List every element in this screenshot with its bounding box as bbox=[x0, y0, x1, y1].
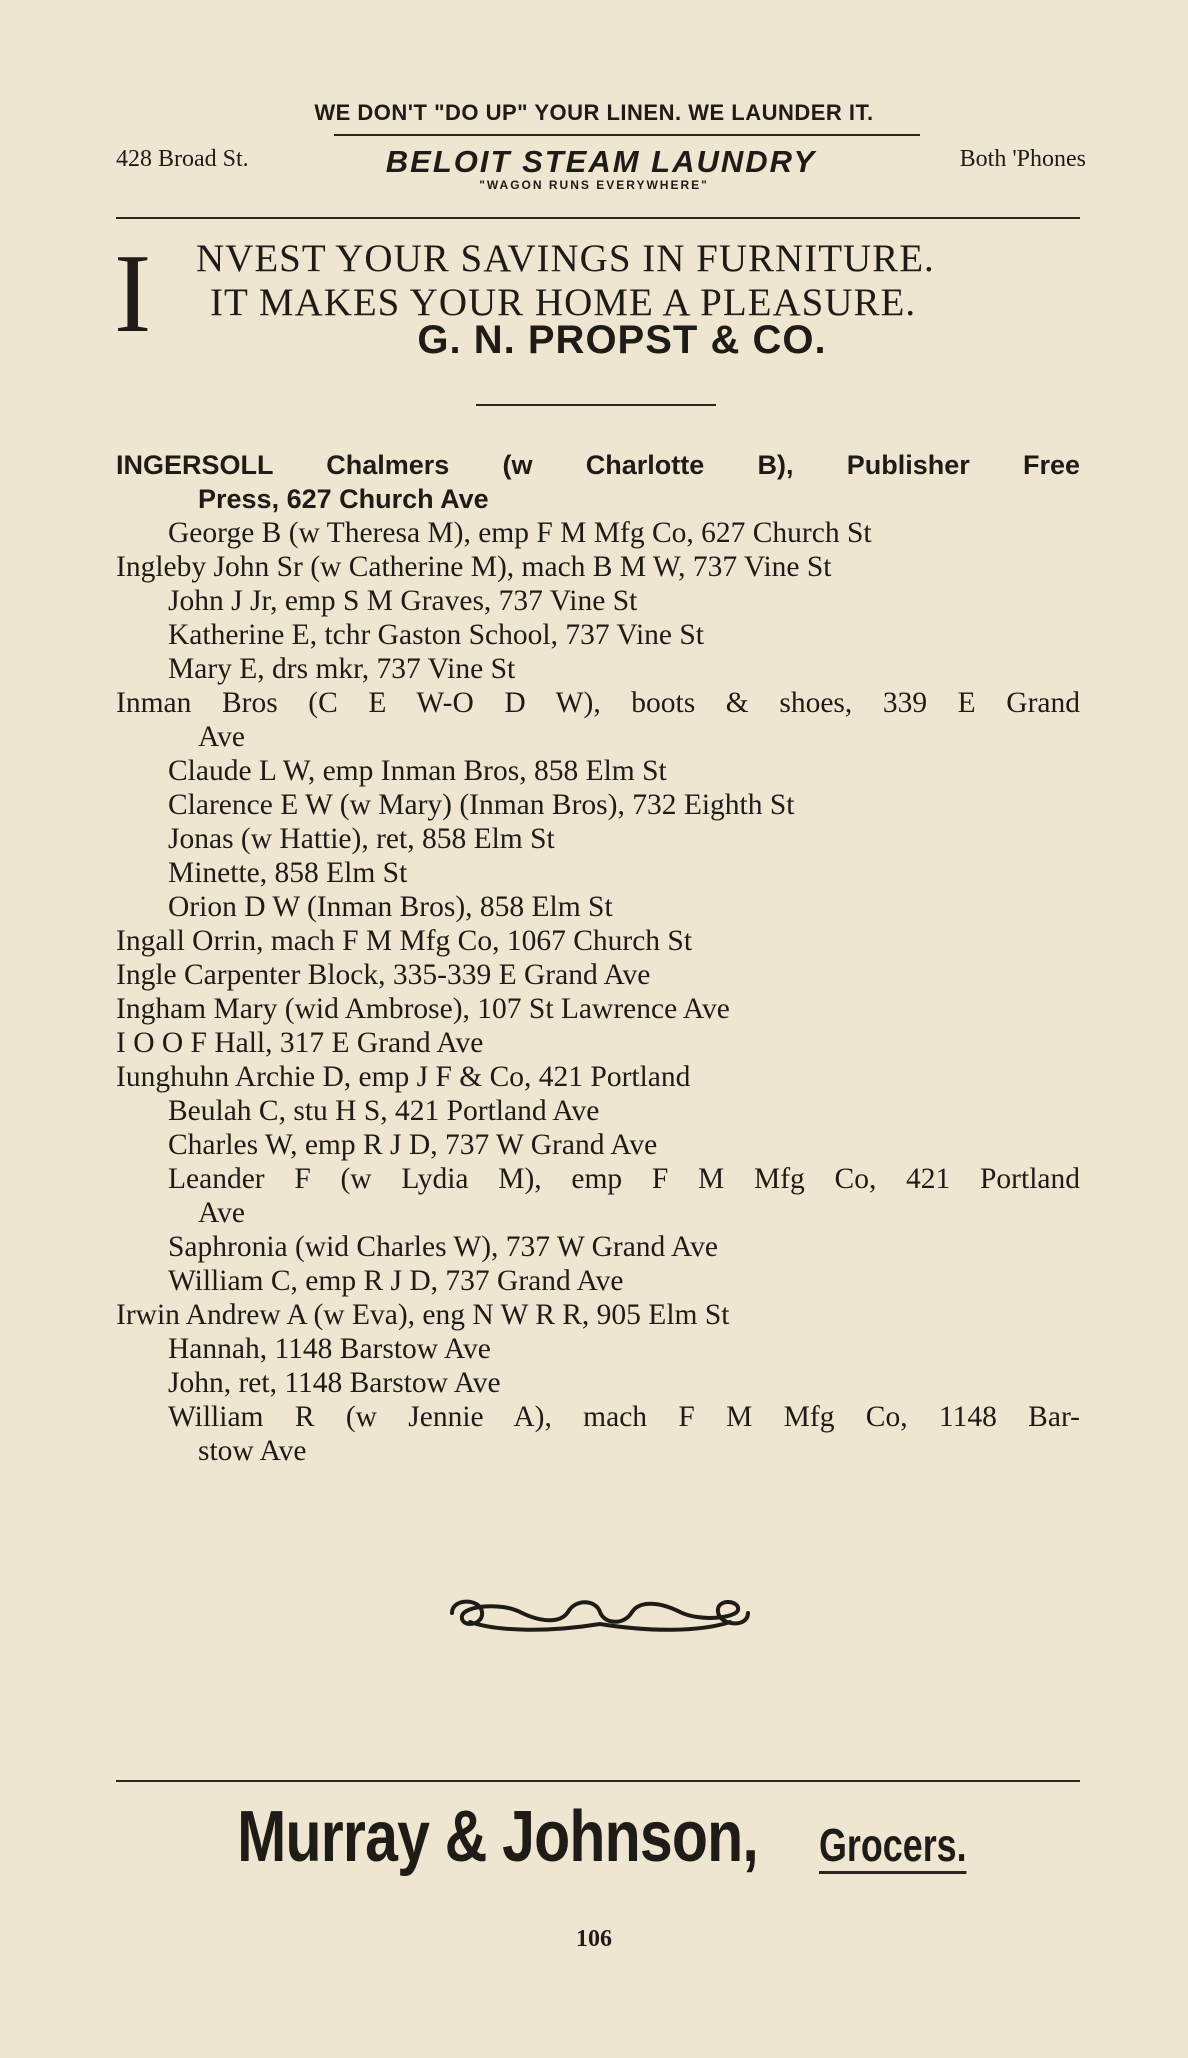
directory-entry: stow Ave bbox=[198, 1435, 307, 1467]
directory-entry: William C, emp R J D, 737 Grand Ave bbox=[168, 1265, 624, 1297]
directory-entry: Orion D W (Inman Bros), 858 Elm St bbox=[168, 891, 613, 923]
directory-entry: Ingle Carpenter Block, 335-339 E Grand Ave bbox=[116, 959, 651, 991]
laundry-name: BELOIT STEAM LAUNDRY bbox=[385, 144, 817, 179]
ornament-icon bbox=[440, 1588, 760, 1638]
directory-entry: Katherine E, tchr Gaston School, 737 Vine St bbox=[168, 619, 704, 651]
laundry-divider bbox=[334, 134, 920, 136]
page-number: 106 bbox=[576, 1926, 612, 1952]
directory-entry: Iunghuhn Archie D, emp J F & Co, 421 Portland bbox=[116, 1061, 691, 1093]
directory-entry: John, ret, 1148 Barstow Ave bbox=[168, 1367, 501, 1399]
directory-entry: Hannah, 1148 Barstow Ave bbox=[168, 1333, 491, 1365]
directory-entry: William R (w Jennie A), mach F M Mfg Co, 1148 Bar- bbox=[168, 1401, 1080, 1433]
directory-entry: Ingall Orrin, mach F M Mfg Co, 1067 Church St bbox=[116, 925, 693, 957]
furniture-drop-cap: I bbox=[114, 232, 152, 356]
directory-listing bbox=[116, 448, 1080, 1468]
directory-entry: Minette, 858 Elm St bbox=[168, 857, 408, 889]
laundry-tagline: "WAGON RUNS EVERYWHERE" bbox=[479, 178, 709, 192]
directory-entry: Ingleby John Sr (w Catherine M), mach B M W, 737 Vine St bbox=[116, 551, 832, 583]
furniture-line-2: IT MAKES YOUR HOME A PLEASURE. bbox=[210, 281, 917, 324]
directory-entry: Ave bbox=[198, 721, 245, 753]
directory-entry: Press, 627 Church Ave bbox=[198, 484, 489, 514]
directory-entry: INGERSOLL Chalmers (w Charlotte B), Publisher Free bbox=[116, 450, 1080, 480]
laundry-phones: Both 'Phones bbox=[959, 146, 1086, 172]
directory-entry: John J Jr, emp S M Graves, 737 Vine St bbox=[168, 585, 638, 617]
grocer-ad bbox=[0, 1796, 1188, 1878]
directory-entry: Jonas (w Hattie), ret, 858 Elm St bbox=[168, 823, 555, 855]
laundry-address: 428 Broad St. bbox=[116, 146, 249, 172]
furniture-company: G. N. PROPST & CO. bbox=[417, 318, 827, 362]
bottom-divider bbox=[116, 1780, 1080, 1782]
directory-entry: Clarence E W (w Mary) (Inman Bros), 732 Eighth St bbox=[168, 789, 795, 821]
directory-entry: Mary E, drs mkr, 737 Vine St bbox=[168, 653, 516, 685]
directory-entry: Ingham Mary (wid Ambrose), 107 St Lawrence Ave bbox=[116, 993, 730, 1025]
directory-entry: Beulah C, stu H S, 421 Portland Ave bbox=[168, 1095, 600, 1127]
laundry-slogan: WE DON'T "DO UP" YOUR LINEN. WE LAUNDER IT. bbox=[314, 100, 874, 125]
furniture-line-1: NVEST YOUR SAVINGS IN FURNITURE. bbox=[196, 237, 935, 280]
grocer-name: Murray & Johnson, bbox=[237, 1797, 758, 1877]
directory-entry: Claude L W, emp Inman Bros, 858 Elm St bbox=[168, 755, 667, 787]
directory-entry: Irwin Andrew A (w Eva), eng N W R R, 905 Elm St bbox=[116, 1299, 730, 1331]
directory-entry: Charles W, emp R J D, 737 W Grand Ave bbox=[168, 1129, 658, 1161]
directory-entry: Ave bbox=[198, 1197, 245, 1229]
grocer-trade: Grocers. bbox=[819, 1820, 967, 1874]
top-divider bbox=[116, 217, 1080, 219]
directory-entry: George B (w Theresa M), emp F M Mfg Co, 627 Church St bbox=[168, 517, 872, 549]
short-divider bbox=[476, 404, 716, 406]
directory-entry: Leander F (w Lydia M), emp F M Mfg Co, 421 Portland bbox=[168, 1163, 1080, 1195]
directory-entry: Inman Bros (C E W-O D W), boots & shoes, 339 E Grand bbox=[116, 687, 1080, 719]
directory-entry: I O O F Hall, 317 E Grand Ave bbox=[116, 1027, 484, 1059]
directory-entry: Saphronia (wid Charles W), 737 W Grand Ave bbox=[168, 1231, 719, 1263]
